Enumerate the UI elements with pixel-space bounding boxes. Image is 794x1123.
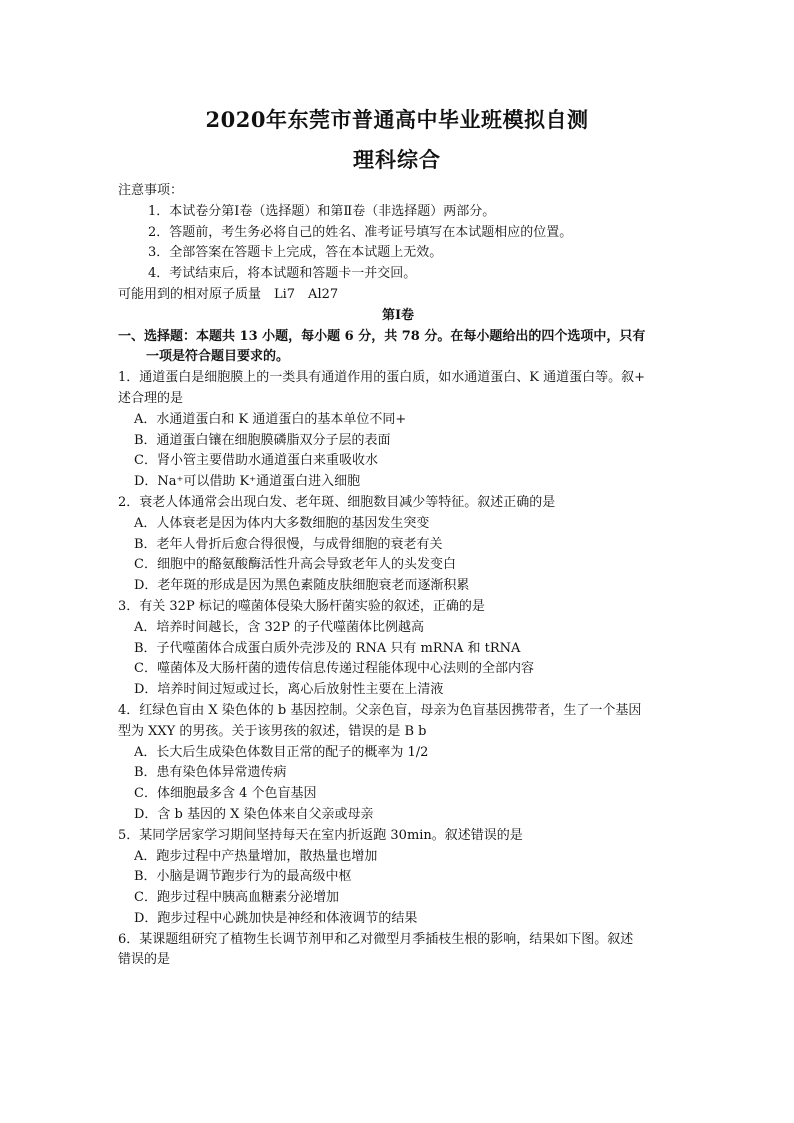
section-instruction: 一、选择题：本题共 13 小题，每小题 6 分，共 78 分。在每小题给出的四个选项中，只有 [118,328,646,344]
question-stem: 5．某同学居家学习期间坚持每天在室内折返跑 30min。叙述错误的是 [118,827,523,843]
question-option: B．小脑是调节跑步行为的最高级中枢 [134,869,352,885]
question-option: A．培养时间越长，含 32P 的子代噬菌体比例越高 [134,619,424,635]
question-option: C．跑步过程中胰高血糖素分泌增加 [134,890,339,906]
question-stem: 4．红绿色盲由 X 染色体的 b 基因控制。父亲色盲，母亲为色盲基因携带者，生了一个基因 [118,702,642,718]
question-stem: 6．某课题组研究了植物生长调节剂甲和乙对微型月季插枝生根的影响，结果如下图。叙述 [118,931,634,947]
section-instruction-cont: 一项是符合题目要求的。 [146,349,290,365]
question-option: D．Na⁺可以借助 K⁺通道蛋白进入细胞 [134,474,361,490]
question-option: D．跑步过程中心跳加快是神经和体液调节的结果 [134,910,418,926]
notice-item: 4．考试结束后，将本试题和答题卡一并交回。 [148,266,417,282]
question-option: D．培养时间过短或过长，离心后放射性主要在上清液 [134,682,444,698]
question-option: A．水通道蛋白和 K 通道蛋白的基本单位不同+ [134,411,407,427]
question-stem: 3．有关 32P 标记的噬菌体侵染大肠杆菌实验的叙述，正确的是 [118,598,485,614]
section-title: 第Ⅰ卷 [381,307,415,323]
question-option: A．长大后生成染色体数目正常的配子的概率为 1/2 [134,744,429,760]
notice-item: 3．全部答案在答题卡上完成，答在本试题上无效。 [148,245,443,261]
question-option: C．噬菌体及大肠杆菌的遗传信息传递过程能体现中心法则的全部内容 [134,661,534,677]
question-option: C．细胞中的酪氨酸酶活性升高会导致老年人的头发变白 [134,557,456,573]
question-option: B．老年人骨折后愈合得很慢，与成骨细胞的衰老有关 [134,536,443,552]
question-stem: 错误的是 [118,952,171,968]
question-option: C．肾小管主要借助水通道蛋白来重吸收水 [134,453,378,469]
exam-subtitle: 理科综合 [353,147,441,172]
question-stem: 述合理的是 [118,390,184,406]
question-option: B．通道蛋白镶在细胞膜磷脂双分子层的表面 [134,432,391,448]
notice-item: 2．答题前，考生务必将自己的姓名、准考证号填写在本试题相应的位置。 [148,224,573,240]
question-stem: 型为 XXY 的男孩。关于该男孩的叙述，错误的是 B b [118,723,427,739]
atomic-mass-note: 可能用到的相对原子质量 Li7 Al27 [118,286,339,302]
notice-heading: 注意事项： [118,183,184,198]
question-option: D．老年斑的形成是因为黑色素随皮肤细胞衰老而逐渐积累 [134,578,470,594]
exam-content [118,181,678,971]
question-option: B．患有染色体异常遗传病 [134,765,287,781]
question-option: D．含 b 基因的 X 染色体来自父亲或母亲 [134,806,374,822]
question-option: B．子代噬菌体合成蛋白质外壳涉及的 RNA 只有 mRNA 和 tRNA [134,640,521,656]
question-option: C．体细胞最多含 4 个色盲基因 [134,786,317,802]
exam-title: 2020年东莞市普通高中毕业班模拟自测 [205,107,589,132]
notice-item: 1．本试卷分第Ⅰ卷（选择题）和第Ⅱ卷（非选择题）两部分。 [148,203,496,219]
question-stem: 1．通道蛋白是细胞膜上的一类具有通道作用的蛋白质，如水通道蛋白、K 通道蛋白等。叙+ [118,370,646,386]
question-option: A．人体衰老是因为体内大多数细胞的基因发生突变 [134,515,430,531]
question-option: A．跑步过程中产热量增加，散热量也增加 [134,848,378,864]
question-stem: 2．衰老人体通常会出现白发、老年斑、细胞数目减少等特征。叙述正确的是 [118,494,556,510]
